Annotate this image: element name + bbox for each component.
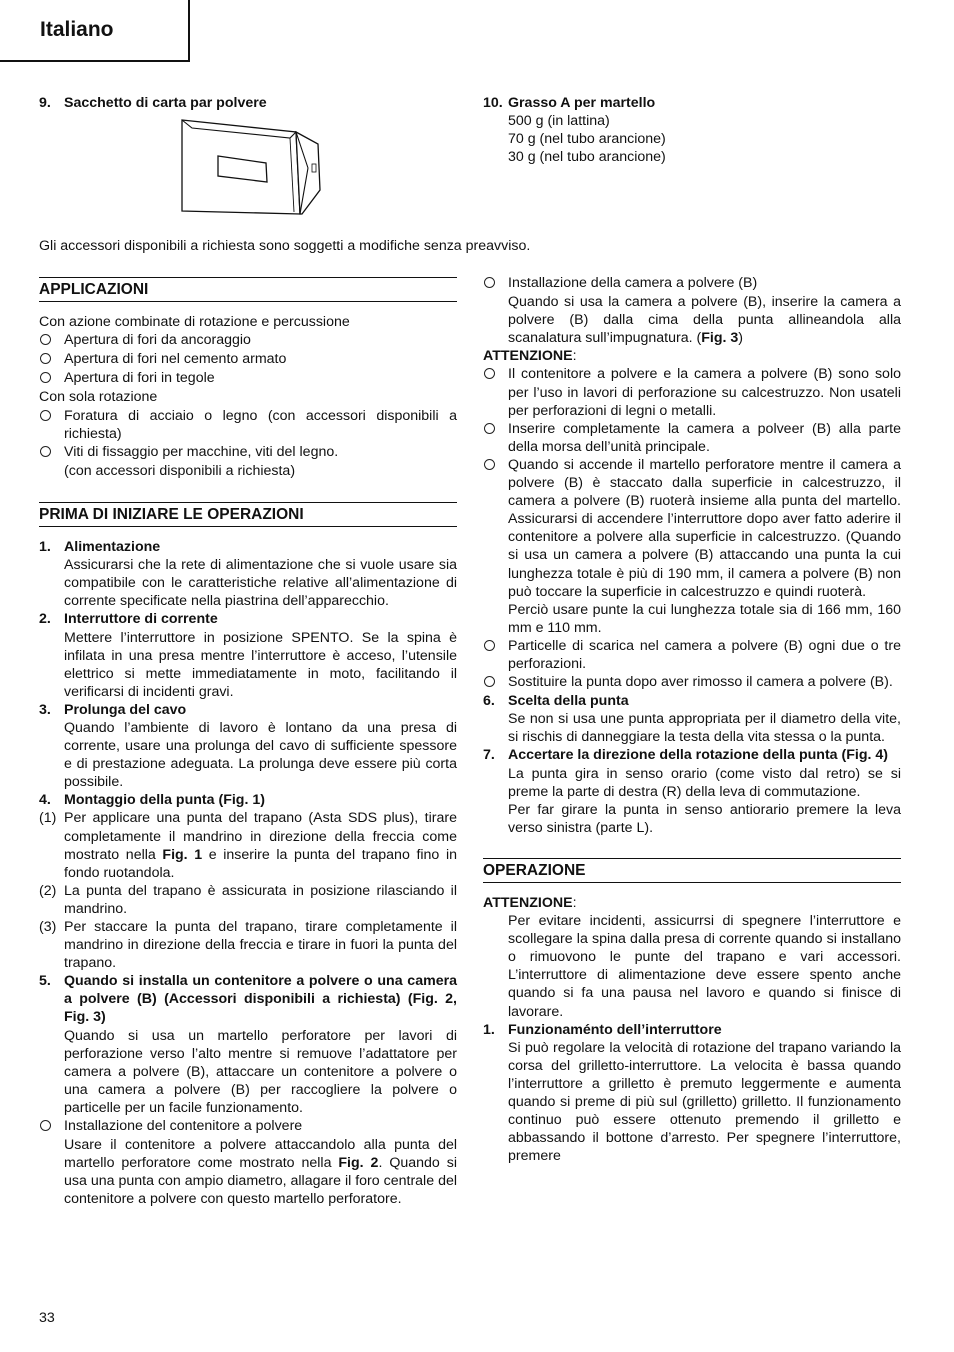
paragraph: Mettere l’interruttore in posizione SPENTO. Se la spina è infilata in una presa mentre l’interruttore è acceso, l’utensile elettrico si mette immediatamente in moto, facilitando il verificarsi di incidenti gravi.	[64, 629, 457, 700]
item-line: 30 g (nel tubo arancione)	[508, 149, 666, 166]
circle-bullet-icon	[39, 1117, 64, 1136]
paragraph: Quando si usa un martello perforatore per lavori di perforazione verso l’alto mentre si remuove l’adattatore per camera a polvere (B), attaccare un contenitore a polvere o una camera a polvere (B) per raccogliere la polvere o particelle per un facile funzionamento.	[64, 1027, 457, 1116]
accessory-item-9	[39, 94, 457, 112]
subsection-title: 5. Quando si installa un contenitore a polvere o una camera a polvere (B) (Accessori disponibili a richiesta) (Fig. 2, Fig. 3)	[39, 973, 457, 1026]
attenzione-label: ATTENZIONE:	[483, 895, 577, 911]
paper-dust-bag-icon	[178, 118, 324, 216]
circle-bullet-icon	[39, 443, 64, 462]
subsection-title: 7. Accertare la direzione della rotazione della punta (Fig. 4)	[483, 747, 889, 764]
text-line: Con sola rotazione	[39, 389, 158, 406]
circle-bullet-icon	[39, 331, 64, 350]
circle-bullet-icon	[483, 456, 508, 601]
subsection-title: 2. Interruttore di corrente	[39, 611, 218, 628]
subsection-title: 1. Alimentazione	[39, 539, 161, 556]
list-item: Quando si accende il martello perforatore mentre il camera a polvere (B) è staccato dalla superficie in calcestruzzo, il camera a polvere (B) ruoterà insieme alla punta del martello. Assicurarsi di accendere l’interruttore dopo aver fatto aderire il contenitore a polvere alla superficie in calcestruzzo. (Quando si usa un camera a polvere (B) attaccando una punta la cui lunghezza totale è più di 190 mm, il camera a polvere (B) non può toccare la superficie in calcestruzzo e quindi ruoterà.	[483, 456, 901, 601]
language-tab	[0, 0, 190, 62]
paragraph: Assicurarsi che la rete di alimentazione che si vuole usare sia compatibile con le caratteristiche relative all’alimentazione di corrente specificate nella piastrina dell’apparecchio.	[64, 557, 457, 610]
paragraph: Per far girare la punta in senso antiorario premere la leva verso sinistra (parte L).	[508, 801, 901, 836]
paragraph: Perciò usare punte la cui lunghezza totale sia di 166 mm, 160 mm e 110 mm.	[508, 601, 901, 636]
item-title: Grasso A per martello	[508, 95, 656, 111]
list-item: Apertura di fori da ancoraggio	[39, 331, 457, 350]
circle-bullet-icon	[39, 350, 64, 369]
list-item: Installazione del contenitore a polvere	[39, 1117, 457, 1136]
list-item: Apertura di fori nel cemento armato	[39, 350, 457, 369]
subsection-title: 4. Montaggio della punta (Fig. 1)	[39, 792, 265, 809]
item-number: 10.	[483, 95, 503, 111]
list-item: Apertura di fori in tegole	[39, 369, 457, 388]
right-column	[483, 274, 901, 1165]
accessory-item-10	[483, 94, 901, 166]
section-heading-operazione: OPERAZIONE	[483, 858, 901, 883]
item-line: 500 g (in lattina)	[508, 113, 610, 130]
page-number: 33	[39, 1310, 55, 1326]
list-item: Foratura di acciaio o legno (con accessori disponibili a richiesta)	[39, 407, 457, 443]
text-line: (con accessori disponibili a richiesta)	[64, 462, 296, 479]
subsection-title: 6. Scelta della punta	[483, 693, 629, 710]
list-item: Il contenitore a polvere e la camera a polvere (B) sono solo per l’uso in lavori di perforazione su calcestruzzo. Non usateli per perforazioni di legni o metalli.	[483, 365, 901, 419]
circle-bullet-icon	[483, 637, 508, 673]
paragraph: Quando si usa la camera a polvere (B), inserire la camera a polvere (B) dalla cima della punta allineandola alla scanalatura sull’impugnatura. (Fig. 3)	[508, 294, 901, 347]
list-item: Installazione della camera a polvere (B)	[483, 274, 901, 293]
list-item: Sostituire la punta dopo aver rimosso il camera a polvere (B).	[483, 673, 901, 692]
circle-bullet-icon	[39, 407, 64, 443]
circle-bullet-icon	[483, 274, 508, 293]
section-heading-applicazioni: APPLICAZIONI	[39, 277, 457, 302]
paragraph: Se non si usa une punta appropriata per il diametro della vite, si rischis di danneggiare la testa della vita stessa o la punta.	[508, 711, 901, 746]
item-title: Sacchetto di carta par polvere	[64, 95, 267, 111]
paragraph: La punta gira in senso orario (come visto dal retro) se si preme la parte di destra (R) della leva di commutazione.	[508, 765, 901, 800]
circle-bullet-icon	[483, 420, 508, 456]
list-item: Inserire completamente la camera a polveer (B) alla parte della morsa dell’unità principale.	[483, 420, 901, 456]
item-number: 9.	[39, 95, 51, 111]
section-heading-prima: PRIMA DI INIZIARE LE OPERAZIONI	[39, 502, 457, 527]
language-label: Italiano	[40, 18, 114, 41]
attenzione-label: ATTENZIONE:	[483, 348, 577, 365]
paragraph: Si può regolare la velocità di rotazione del trapano variando la corsa del grilletto-interruttore. La velocita è bassa quando l’interruttore a grilletto è premuto leggermente e aumenta quando si preme di più sul (grilletto) grilletto. Il funzionamento continuo può essere ottenuto premendo il grilletto e abbassando il bottone d’arresto. Per spegnere l’interruttore, premere	[508, 1039, 901, 1165]
circle-bullet-icon	[483, 365, 508, 419]
list-item: Particelle di scarica nel camera a polvere (B) ogni due o tre perforazioni.	[483, 637, 901, 673]
text-line: Con azione combinate di rotazione e percussione	[39, 314, 350, 331]
list-item: Viti di fissaggio per macchine, viti del legno.	[39, 443, 457, 462]
circle-bullet-icon	[39, 369, 64, 388]
subsection-title: 1. Funzionaménto dell’interruttore	[483, 1021, 722, 1038]
item-line: 70 g (nel tubo arancione)	[508, 131, 666, 148]
subsection-title: 3. Prolunga del cavo	[39, 701, 187, 718]
circle-bullet-icon	[483, 673, 508, 692]
numbered-step: (1) Per applicare una punta del trapano (Asta SDS plus), tirare completamente il mandrino in direzione della freccia come mostrato nella Fig. 1 e inserire la punta del trapano fino in fondo ruotandola.	[39, 810, 457, 881]
paragraph: Quando l’ambiente di lavoro è lontano da una presa di corrente, usare una prolunga del cavo di sufficiente spessore e di prestazione adeguata. La prolunga deve essere più corta possibile.	[64, 719, 457, 791]
paragraph: Per evitare incidenti, assicurrsi di spegnere l’interruttore e scollegare la spina dalla presa di corrente quando si installano o rimuovono le punte del trapano e vari accessori. L’interruttore di alimentazione deve essere spento anche quando si fa una pausa nel lavoro e quando si finisce di lavorare.	[508, 913, 901, 1020]
left-column	[39, 277, 457, 1209]
accessories-note: Gli accessori disponibili a richiesta sono soggetti a modifiche senza preavviso.	[39, 238, 531, 254]
numbered-step: (3) Per staccare la punta del trapano, tirare completamente il mandrino in direzione della freccia e tirare in fuori la punta del trapano.	[39, 919, 457, 972]
paragraph: Usare il contenitore a polvere attaccandolo alla punta del martello perforatore come mostrato nella Fig. 2. Quando si usa una punta con ampio diametro, allagare il foro centrale del contenitore a polvere con questo martello perforatore.	[64, 1137, 457, 1208]
numbered-step: (2) La punta del trapano è assicurata in posizione rilasciando il mandrino.	[39, 882, 457, 917]
